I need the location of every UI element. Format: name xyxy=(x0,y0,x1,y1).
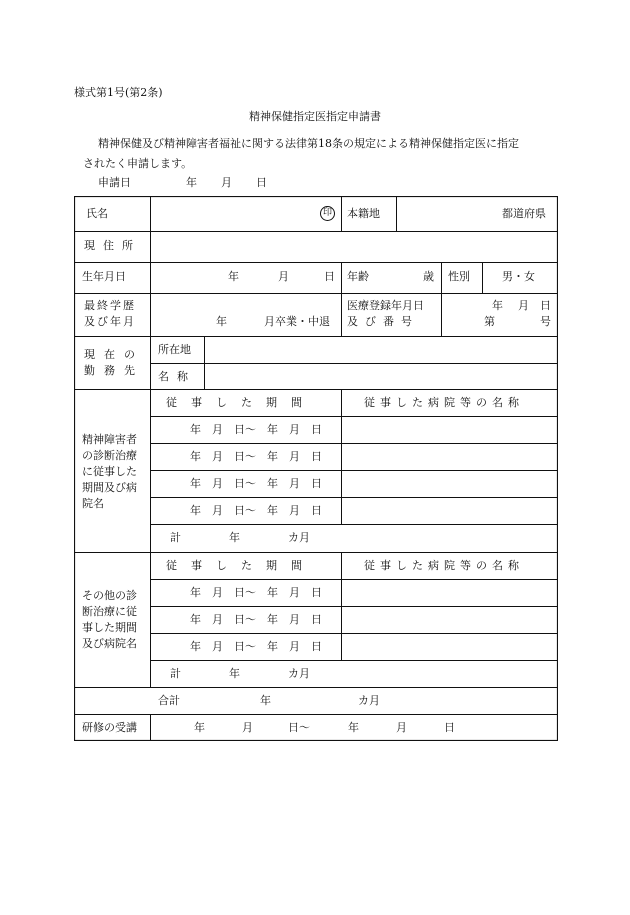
training-label: 研修の受講 xyxy=(82,721,137,734)
age-unit: 歳 xyxy=(423,270,434,283)
graduation-month-status: 月卒業・中退 xyxy=(264,315,330,328)
other-period-row: 年 月 日～ 年 月 日 xyxy=(190,586,322,599)
other-label-line: その他の診 xyxy=(82,589,137,602)
training-start-month: 月 xyxy=(242,721,253,734)
other-total-month: カ月 xyxy=(288,667,310,680)
other-total-year: 年 xyxy=(229,667,240,680)
psych-period-row: 年 月 日～ 年 月 日 xyxy=(190,450,322,463)
other-period-header: 従事した期間 xyxy=(166,559,316,572)
address-label: 現住所 xyxy=(84,239,141,252)
psych-section-label xyxy=(82,432,137,512)
domicile-label: 本籍地 xyxy=(347,207,380,220)
application-date-month: 月 xyxy=(221,176,232,189)
other-period-row: 年 月 日～ 年 月 日 xyxy=(190,640,322,653)
training-start-day: 日～ xyxy=(288,721,310,734)
registration-label-line1: 医療登録年月日 xyxy=(347,299,424,312)
birth-day: 日 xyxy=(324,270,335,283)
other-label-line: 事した期間 xyxy=(82,621,137,634)
education-label-line2: 及び年月 xyxy=(84,315,136,328)
psych-period-header: 従事した期間 xyxy=(166,396,316,409)
psych-label-line: に従事した xyxy=(82,465,137,478)
psych-period-row: 年 月 日～ 年 月 日 xyxy=(190,423,322,436)
registration-day: 日 xyxy=(540,299,551,312)
workplace-label-line2: 勤務先 xyxy=(84,364,144,377)
form-number: 様式第1号(第2条) xyxy=(74,86,163,99)
psych-label-line: 精神障害者 xyxy=(82,433,137,446)
sex-label: 性別 xyxy=(448,270,470,283)
training-start-year: 年 xyxy=(194,721,205,734)
registration-number-prefix: 第 xyxy=(484,315,495,328)
registration-number-suffix: 号 xyxy=(540,315,551,328)
other-period-row: 年 月 日～ 年 月 日 xyxy=(190,613,322,626)
application-form-table xyxy=(74,196,558,741)
other-label-line: 断治療に従 xyxy=(82,605,137,618)
workplace-name-label: 名称 xyxy=(158,370,196,383)
other-label-line: 及び病院名 xyxy=(82,637,137,650)
other-total-label: 計 xyxy=(170,667,181,680)
prefecture-label: 都道府県 xyxy=(502,207,546,220)
page-title: 精神保健指定医指定申請書 xyxy=(249,110,381,123)
psych-period-row: 年 月 日～ 年 月 日 xyxy=(190,477,322,490)
birth-month: 月 xyxy=(278,270,289,283)
application-date-year: 年 xyxy=(186,176,197,189)
age-label: 年齢 xyxy=(347,270,369,283)
registration-month: 月 xyxy=(518,299,529,312)
other-hospital-header: 従事した病院等の名称 xyxy=(364,559,524,572)
application-date-label: 申請日 xyxy=(98,176,131,189)
workplace-label-line1: 現在の xyxy=(84,348,144,361)
psych-total-label: 計 xyxy=(170,531,181,544)
psych-label-line: 院名 xyxy=(82,497,104,510)
training-end-year: 年 xyxy=(348,721,359,734)
sex-options: 男・女 xyxy=(502,270,535,283)
psych-total-month: カ月 xyxy=(288,531,310,544)
psych-total-year: 年 xyxy=(229,531,240,544)
intro-text-line1: 精神保健及び精神障害者福祉に関する法律第18条の規定による精神保健指定医に指定 xyxy=(98,137,519,150)
workplace-location-label: 所在地 xyxy=(158,343,191,356)
registration-label-line2: 及び番号 xyxy=(347,315,419,328)
other-section-label xyxy=(82,588,137,652)
graduation-year: 年 xyxy=(216,315,227,328)
registration-year: 年 xyxy=(492,299,503,312)
form-grid-lines xyxy=(74,196,558,741)
training-end-day: 日 xyxy=(444,721,455,734)
seal-mark-icon: 印 xyxy=(320,206,335,221)
application-date-day: 日 xyxy=(256,176,267,189)
psych-period-row: 年 月 日～ 年 月 日 xyxy=(190,504,322,517)
birth-date-label: 生年月日 xyxy=(82,270,126,283)
grand-total-label: 合計 xyxy=(158,694,180,707)
psych-label-line: 期間及び病 xyxy=(82,481,137,494)
education-label-line1: 最終学歴 xyxy=(84,299,136,312)
grand-total-month: カ月 xyxy=(358,694,380,707)
psych-label-line: の診断治療 xyxy=(82,449,137,462)
psych-hospital-header: 従事した病院等の名称 xyxy=(364,396,524,409)
training-end-month: 月 xyxy=(396,721,407,734)
application-date xyxy=(98,174,131,190)
grand-total-year: 年 xyxy=(260,694,271,707)
birth-year: 年 xyxy=(228,270,239,283)
intro-text-line2: されたく申請します。 xyxy=(83,157,193,170)
name-label: 氏名 xyxy=(86,207,108,220)
